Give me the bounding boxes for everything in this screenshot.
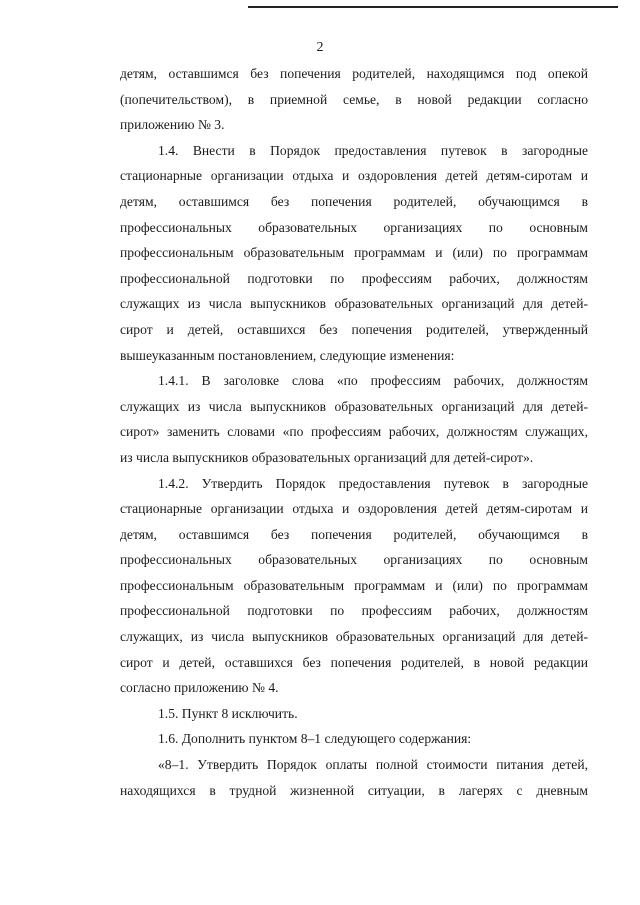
document-body [120, 61, 588, 803]
top-rule [248, 6, 618, 8]
text-line: «8–1. Утвердить Порядок оплаты полной стоимости питания детей, [158, 757, 588, 773]
text-line: сирот и детей, оставшихся без попечения родителей, утвержденный [120, 321, 588, 337]
text-line: приложению № 3. [120, 117, 225, 133]
text-line: профессиональных образовательных организациях по основным [120, 219, 588, 235]
text-line: профессиональным образовательным программам и (или) по программам [120, 577, 588, 593]
text-line: профессиональной подготовки по профессиям рабочих, должностям [120, 603, 588, 619]
text-line: сирот» заменить словами «по профессиям рабочих, должностям служащих, [120, 424, 588, 440]
text-line: 1.4. Внести в Порядок предоставления путевок в загородные [158, 142, 588, 158]
text-line: (попечительством), в приемной семье, в новой редакции согласно [120, 91, 588, 107]
text-line: стационарные организации отдыха и оздоровления детей детям-сиротам и [120, 501, 588, 517]
text-line: 1.4.2. Утвердить Порядок предоставления путевок в загородные [158, 475, 588, 491]
text-line: служащих, из числа выпускников образовательных организаций для детей- [120, 629, 588, 645]
text-line: 1.6. Дополнить пунктом 8–1 следующего содержания: [158, 731, 472, 747]
text-line: профессиональным образовательным программам и (или) по программам [120, 245, 588, 261]
text-line: из числа выпускников образовательных организаций для детей-сирот». [120, 449, 534, 465]
text-line: вышеуказанным постановлением, следующие изменения: [120, 347, 455, 363]
text-line: стационарные организации отдыха и оздоровления детей детям-сиротам и [120, 168, 588, 184]
text-line: детям, оставшимся без попечения родителей, находящимся под опекой [120, 66, 588, 81]
text-line: детям, оставшимся без попечения родителей, обучающимся в [120, 526, 588, 542]
text-line: 1.4.1. В заголовке слова «по профессиям рабочих, должностям [158, 373, 588, 389]
text-line: 1.5. Пункт 8 исключить. [158, 705, 298, 721]
text-line: служащих из числа выпускников образовательных организаций для детей- [120, 398, 588, 414]
text-line: профессиональной подготовки по профессиям рабочих, должностям [120, 270, 588, 286]
text-line: согласно приложению № 4. [120, 680, 279, 696]
text-line: сирот и детей, оставшихся без попечения родителей, в новой редакции [120, 654, 588, 670]
text-line: профессиональных образовательных организациях по основным [120, 552, 588, 568]
page-number: 2 [316, 40, 324, 55]
text-line: служащих из числа выпускников образовательных организаций для детей- [120, 296, 588, 312]
text-line: детям, оставшимся без попечения родителей, обучающимся в [120, 193, 588, 209]
text-line: находящихся в трудной жизненной ситуации, в лагерях с дневным [120, 782, 588, 798]
